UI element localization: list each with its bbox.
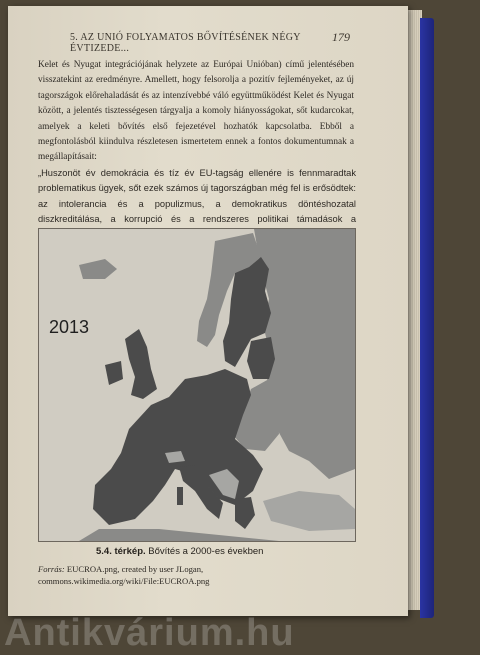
map-year-label: 2013 [49, 317, 90, 337]
map-caption [96, 546, 263, 557]
running-header: 5. AZ UNIÓ FOLYAMATOS BŐVÍTÉSÉNEK NÉGY ÉVTIZEDE... [70, 32, 301, 54]
source-label: Forrás: [38, 564, 65, 574]
map-islands [177, 487, 183, 505]
book-cover-edge [420, 18, 434, 618]
map-svg [39, 229, 355, 541]
page-number: 179 [332, 30, 350, 44]
map-baltics-eu [247, 337, 275, 379]
quotation: „Huszonöt év demokrácia és tíz év EU-tagság ellenére is fennmaradtak problematikus ügyek, sőt ezek számos új tagországban még fel is erősödtek: az intolerancia és a populizmus, a demokratikus döntéshozatal diszkreditálása, a korrupció és a rendszeres politikai támadások a [38, 168, 356, 225]
body-text [38, 58, 354, 166]
caption-number: 5.4. térkép. [96, 546, 146, 557]
body-paragraph: Kelet és Nyugat integrációjának helyzete az Európai Unióban) című jelentésében visszatekint az eredményre. Amellett, hogy felsorolja a pozitív fejleményeket, az új tagországok előrehaladását és az intenzívebbé váló együttműködést Kelet és Nyugat között, a jelentés tisztességesen tárgyalja a komoly hiányosságokat, sőt kudarcokat, amelyek a keleti bővítés első fejezetével hozhatók kapcsolatba. Ebből a megfontolásból kiindulva részletesen ismertetem ennek a fontos dokumentumnak a megállapításait: [38, 60, 354, 163]
watermark: Antikvárium.hu [4, 612, 295, 654]
caption-text: Bővítés a 2000-es években [148, 546, 264, 557]
book-page [8, 6, 408, 616]
europe-map [38, 228, 356, 542]
source-text: EUCROA.png, created by user JLogan, commons.wikimedia.org/wiki/File:EUCROA.png [38, 564, 210, 586]
source-note [38, 563, 358, 587]
